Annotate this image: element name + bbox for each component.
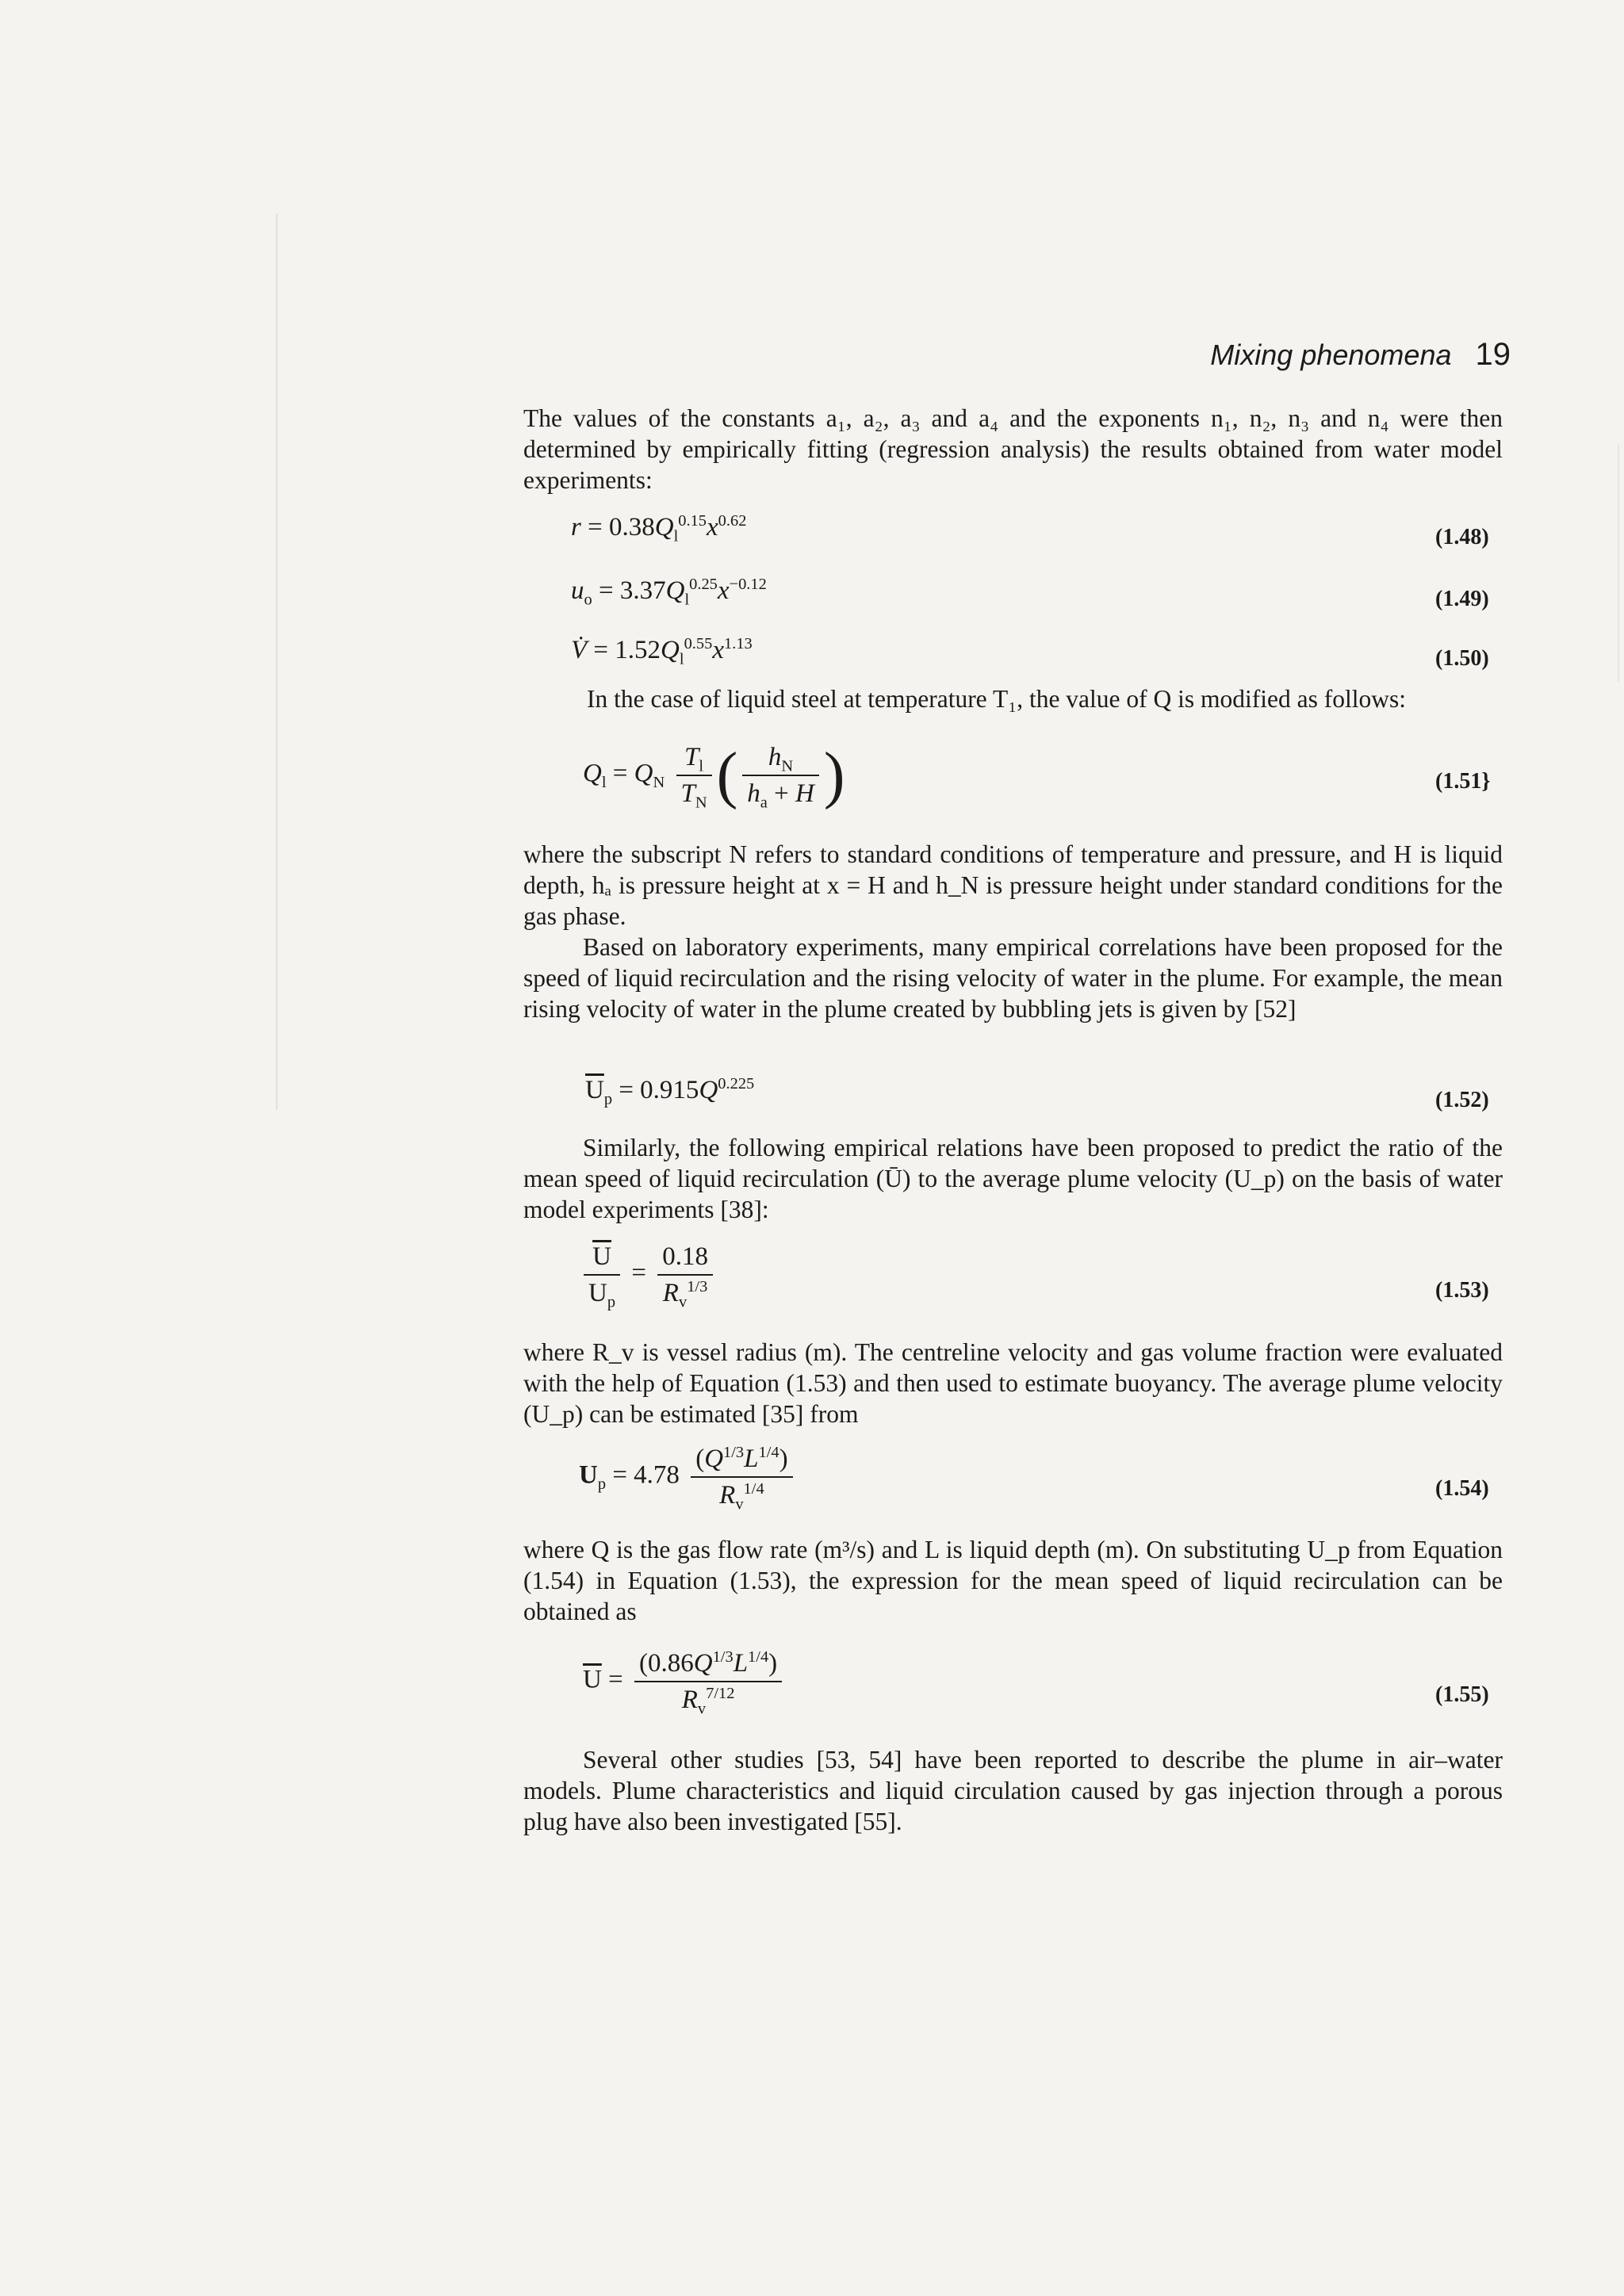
equation-label-1-48: (1.48) bbox=[1435, 525, 1489, 549]
paragraph-empirical-correlations: Based on laboratory experiments, many empirical correlations have been proposed for the speed of liquid recirculation and the rising velocity of water in the plume. For example, the mean rising velocity of water in the plume created by bubbling jets is given by [52] bbox=[523, 933, 1503, 1023]
scan-edge-shadow bbox=[276, 214, 278, 1110]
equation-label-1-52: (1.52) bbox=[1435, 1088, 1489, 1112]
paragraph-other-studies: Several other studies [53, 54] have been reported to describe the plume in air–water models. Plume characteristics and liquid circulation caused by gas injection through a porous plug have also been investigated [55]. bbox=[523, 1746, 1503, 1835]
equation-1-55: $\overline{U}$ = $\frac{(0.86Q^{1/3}L^{1/4})}{R_v^{7/12}}$ bbox=[583, 1647, 787, 1716]
paragraph-constants: The values of the constants a₁, a₂, a₃ and a₄ and the exponents n₁, n₂, n₃ and n₄ were then determined by empirically fitting (regression analysis) the results obtained from water model experiments: bbox=[523, 404, 1503, 494]
equation-1-51: $Q_l = Q_N$ $\frac{T_l}{T_N}$ ( $\frac{h_N}{h_a + H}$ ) bbox=[583, 740, 845, 812]
equation-label-1-55: (1.55) bbox=[1435, 1682, 1489, 1707]
equation-1-52: $\overline{U}_p = 0.915Q^{0.225}$ bbox=[585, 1075, 755, 1108]
paragraph-vessel-radius: where R_v is vessel radius (m). The centreline velocity and gas volume fraction were evaluated with the help of Equation (1.53) and then used to estimate buoyancy. The average plume velocity (U_p) can be estimated [35] from bbox=[523, 1338, 1503, 1428]
equation-label-1-54: (1.54) bbox=[1435, 1476, 1489, 1501]
equation-1-49: $u_o = 3.37Q_l^{0.25}x^{-0.12}$ bbox=[571, 576, 767, 609]
equation-1-50: V̇ = $1.52Q_l^{0.55}x^{1.13}$ bbox=[571, 635, 753, 668]
paragraph-ratio-relations: Similarly, the following empirical relations have been proposed to predict the ratio of the mean speed of liquid recirculation (Ū) to the average plume velocity (U_p) on the basis of water model experiments [38]: bbox=[523, 1134, 1503, 1223]
paragraph-liquid-steel: In the case of liquid steel at temperature T₁, the value of Q is modified as follows: bbox=[587, 685, 1406, 713]
equation-label-1-50: (1.50) bbox=[1435, 646, 1489, 671]
equation-label-1-49: (1.49) bbox=[1435, 587, 1489, 611]
equation-1-48: $r = 0.38Q_l^{0.15}x^{0.62}$ bbox=[571, 512, 747, 545]
running-header bbox=[523, 337, 1511, 373]
equation-1-54: $U_p = 4.78$ $\frac{(Q^{1/3}L^{1/4})}{R_v^{1/4}}$ bbox=[579, 1443, 798, 1511]
equation-1-53: $\frac{\overline{U}}{U_p}$ = $\frac{0.18}{R_v^{1/3}}$ bbox=[579, 1241, 718, 1309]
running-title: Mixing phenomena bbox=[1210, 339, 1452, 371]
equation-label-1-53: (1.53) bbox=[1435, 1278, 1489, 1303]
paragraph-subscript-definitions: where the subscript N refers to standard conditions of temperature and pressure, and H is liquid depth, hₐ is pressure height at x = H and h_N is pressure height under standard conditions for the gas phase. bbox=[523, 840, 1503, 930]
equation-label-1-51: (1.51} bbox=[1435, 769, 1491, 794]
scan-edge-shadow-right bbox=[1618, 444, 1619, 682]
page-number: 19 bbox=[1475, 337, 1511, 372]
paragraph-gas-flow-rate: where Q is the gas flow rate (m³/s) and L is liquid depth (m). On substituting U_p from Equation (1.54) in Equation (1.53), the expression for the mean speed of liquid recirculation can be obtained as bbox=[523, 1536, 1503, 1625]
